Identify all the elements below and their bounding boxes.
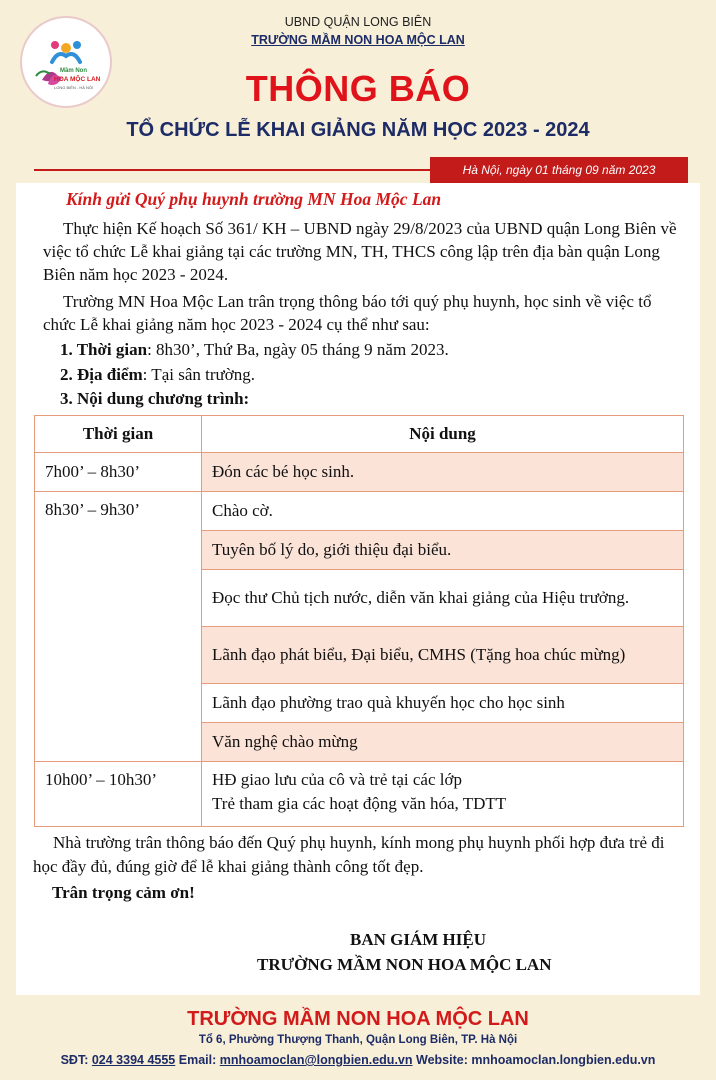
item-program-label: 3. Nội dung chương trình: <box>60 389 250 408</box>
row-time: 8h30’ – 9h30’ <box>35 492 202 762</box>
logo-text-2: HOA MỘC LAN <box>54 76 101 83</box>
header <box>0 0 716 180</box>
header-content: Nội dung <box>202 416 684 453</box>
table-row <box>35 453 684 492</box>
phone-number[interactable]: 024 3394 4555 <box>91 1053 176 1067</box>
row-activity: Chào cờ. <box>202 492 684 531</box>
item-time-label: 1. Thời gian <box>60 340 148 359</box>
thanks: Trân trọng cảm ơn! <box>52 883 195 902</box>
row-activity-line-1: HĐ giao lưu của cô và trẻ tại các lớp <box>212 770 462 789</box>
closing-paragraph: Nhà trường trân thông báo đến Quý phụ huynh, kính mong phụ huynh phối hợp đưa trẻ đi học đầy đủ, đúng giờ để lễ khai giảng thành công tốt đẹp. <box>33 833 665 876</box>
logo-text-3: LONG BIÊN - HÀ NỘI <box>54 85 94 90</box>
row-activity-line-2: Trẻ tham gia các hoạt động văn hóa, TDTT <box>212 794 507 813</box>
row-activity: Văn nghệ chào mừng <box>202 723 684 762</box>
signature-school: TRƯỜNG MẦM NON HOA MỘC LAN <box>257 955 552 974</box>
item-program <box>60 389 249 409</box>
row-time: 7h00’ – 8h30’ <box>35 453 202 492</box>
table-header-row <box>35 416 684 453</box>
greeting: Kính gửi Quý phụ huynh trường MN Hoa Mộc Lan <box>66 189 442 209</box>
email-link[interactable]: mnhoamoclan@longbien.edu.vn <box>219 1053 413 1067</box>
footer-address: Tổ 6, Phường Thượng Thanh, Quận Long Biên, TP. Hà Nội <box>198 1034 518 1046</box>
phone-label: SĐT: <box>60 1053 89 1067</box>
row-time: 10h00’ – 10h30’ <box>35 762 202 827</box>
row-activity: Đọc thư Chủ tịch nước, diễn văn khai giảng của Hiệu trưởng. <box>202 570 684 627</box>
notice-card <box>16 183 700 995</box>
email-label: Email: <box>178 1053 217 1067</box>
signature-title: BAN GIÁM HIỆU <box>350 930 487 949</box>
page-title: THÔNG BÁO <box>245 68 471 109</box>
item-time-value: : 8h30’, Thứ Ba, ngày 05 tháng 9 năm 2023. <box>147 340 449 359</box>
date-bar <box>34 157 688 183</box>
header-time: Thời gian <box>35 416 202 453</box>
page-subtitle: TỔ CHỨC LỄ KHAI GIẢNG NĂM HỌC 2023 - 2024 <box>126 119 590 141</box>
date-label: Hà Nội, ngày 01 tháng 09 năm 2023 <box>430 157 688 183</box>
row-activity: Đón các bé học sinh. <box>202 453 684 492</box>
logo-text-1: Mầm Non <box>60 68 87 74</box>
paragraph-1: Thực hiện Kế hoạch Số 361/ KH – UBND ngày 29/8/2023 của UBND quận Long Biên về việc tổ chức Lễ khai giảng tại các trường MN, TH, THCS công lập trên địa bàn quận Long Biên năm học 2023 - 2024. <box>43 219 677 284</box>
footer-school-name: TRƯỜNG MẦM NON HOA MỘC LAN <box>187 1008 529 1030</box>
table-row <box>35 492 684 531</box>
row-activity: Lãnh đạo phường trao quà khuyến học cho học sinh <box>202 684 684 723</box>
row-activity <box>202 762 684 827</box>
item-place <box>60 365 255 385</box>
table-row <box>35 762 684 827</box>
footer-contact <box>0 1053 716 1067</box>
item-place-label: 2. Địa điểm <box>60 365 143 384</box>
item-place-value: : Tại sân trường. <box>142 365 255 384</box>
website-label: Website: <box>416 1053 468 1067</box>
website-link[interactable]: mnhoamoclan.longbien.edu.vn <box>471 1053 656 1067</box>
row-activity: Tuyên bố lý do, giới thiệu đại biểu. <box>202 531 684 570</box>
program-table <box>34 415 684 827</box>
row-activity: Lãnh đạo phát biểu, Đại biểu, CMHS (Tặng hoa chúc mừng) <box>202 627 684 684</box>
paragraph-2: Trường MN Hoa Mộc Lan trân trọng thông báo tới quý phụ huynh, học sinh về việc tổ chức Lễ khai giảng năm học 2023 - 2024 cụ thể như sau: <box>43 292 652 334</box>
district-name: UBND QUẬN LONG BIÊN <box>284 15 432 29</box>
item-time <box>60 340 449 360</box>
school-name-header: TRƯỜNG MẦM NON HOA MỘC LAN <box>251 33 465 47</box>
